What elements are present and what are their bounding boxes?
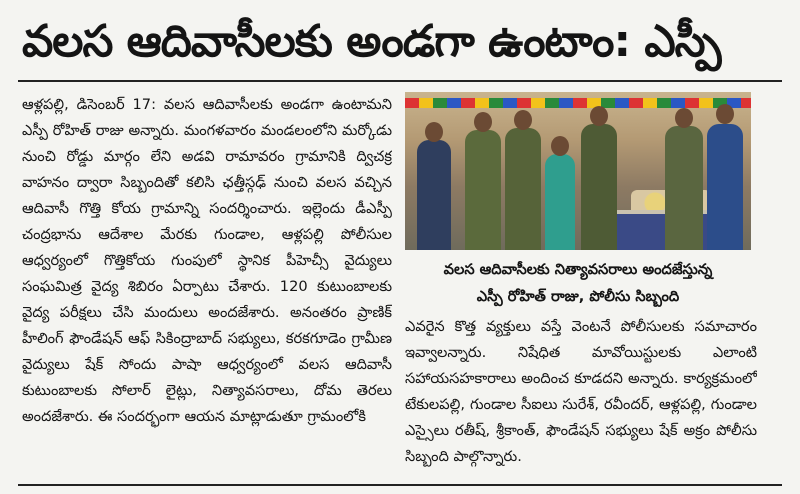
article-column-left — [22, 92, 392, 480]
photo-person-head — [590, 106, 608, 126]
article-body-left: ఆళ్లపల్లి, డిసెంబర్ 17: వలస ఆదివాసీలకు అండగా ఉంటామని ఎస్పీ రోహిత్ రాజు అన్నారు. మంగళవారం మండలంలోని మర్కోడు నుంచి రోడ్డు మార్గం లేని అడవి రామావరం గ్రామానికి ద్విచక్ర వాహనం ద్వారా సిబ్బందితో కలిసి ఛత్తీస్గఢ్ నుంచి వలస వచ్చిన ఆదివాసీ గొత్తి కోయ గ్రామాన్ని సందర్శించారు. ఇల్లెందు డీఎస్పీ చంద్రభాను ఆదేశాల మేరకు గుండాల, ఆళ్లపల్లి పోలీసుల ఆధ్వర్యంలో గొత్తికోయ గుంపులో స్థానిక పీహెచ్సీ వైద్యులు సంఘమిత్ర వైద్య శిబిరం ఏర్పాటు చేశారు. 120 కుటుంబాలకు వైద్య పరీక్షలు చేసి మందులు అందజేశారు. అనంతరం ప్రాణిక్ హీలింగ్ ఫౌండేషన్ ఆఫ్ సికింద్రాబాద్ సభ్యులు, కరకగూడెం గ్రామీణ వైద్యులు షేక్ సోందు పాషా ఆధ్వర్యంలో వలస ఆదివాసీ కుటుంబాలకు సోలార్ లైట్లు, నిత్యావసరాలు, దోమ తెరలు అందజేశారు. ఈ సందర్భంగా ఆయన మాట్లాడుతూ గ్రామంలోకి — [22, 96, 392, 425]
photo-person-head — [675, 108, 693, 128]
article-column-right — [405, 314, 757, 480]
photo-person-head — [514, 110, 532, 130]
photo-person-head — [474, 112, 492, 132]
headline: వలస ఆదివాసీలకు అండగా ఉంటాం: ఎస్పీ — [22, 16, 721, 67]
photo-person — [665, 126, 703, 250]
photo-bunting — [405, 98, 751, 108]
photo-caption-line2: ఎస్పీ రోహిత్ రాజు, పోలీసు సిబ్బంది — [476, 288, 680, 305]
photo-person-head — [425, 122, 443, 142]
photo-person — [581, 124, 617, 250]
photo-person-head — [716, 104, 734, 124]
photo-caption — [405, 256, 751, 312]
photo-caption-line1: వలస ఆదివాసీలకు నిత్యావసరాలు అందజేస్తున్న — [443, 261, 713, 278]
photo-person — [707, 124, 743, 250]
bottom-rule — [18, 484, 782, 486]
photo-person — [417, 140, 451, 250]
headline-rule — [18, 80, 782, 82]
photo-person — [505, 128, 541, 250]
photo-person — [545, 154, 575, 250]
news-photo — [405, 92, 751, 250]
photo-person-head — [551, 136, 569, 156]
article-body-right: ఎవరైన కొత్త వ్యక్తులు వస్తే వెంటనే పోలీసులకు సమాచారం ఇవ్వాలన్నారు. నిషేధిత మావోయిస్టులకు ఎలాంటి సహాయసహకారాలు అందించ కూడదని అన్నారు. కార్యక్రమంలో టేకులపల్లి, గుండాల సీఐలు సురేశ్, రవీందర్, ఆళ్లపల్లి, గుండాల ఎస్సైలు రతీష్, శ్రీకాంత్, ఫౌండేషన్ సభ్యులు షేక్ అక్రం పోలీసు సిబ్బంది పాల్గొన్నారు. — [405, 318, 757, 465]
photo-person — [465, 130, 501, 250]
